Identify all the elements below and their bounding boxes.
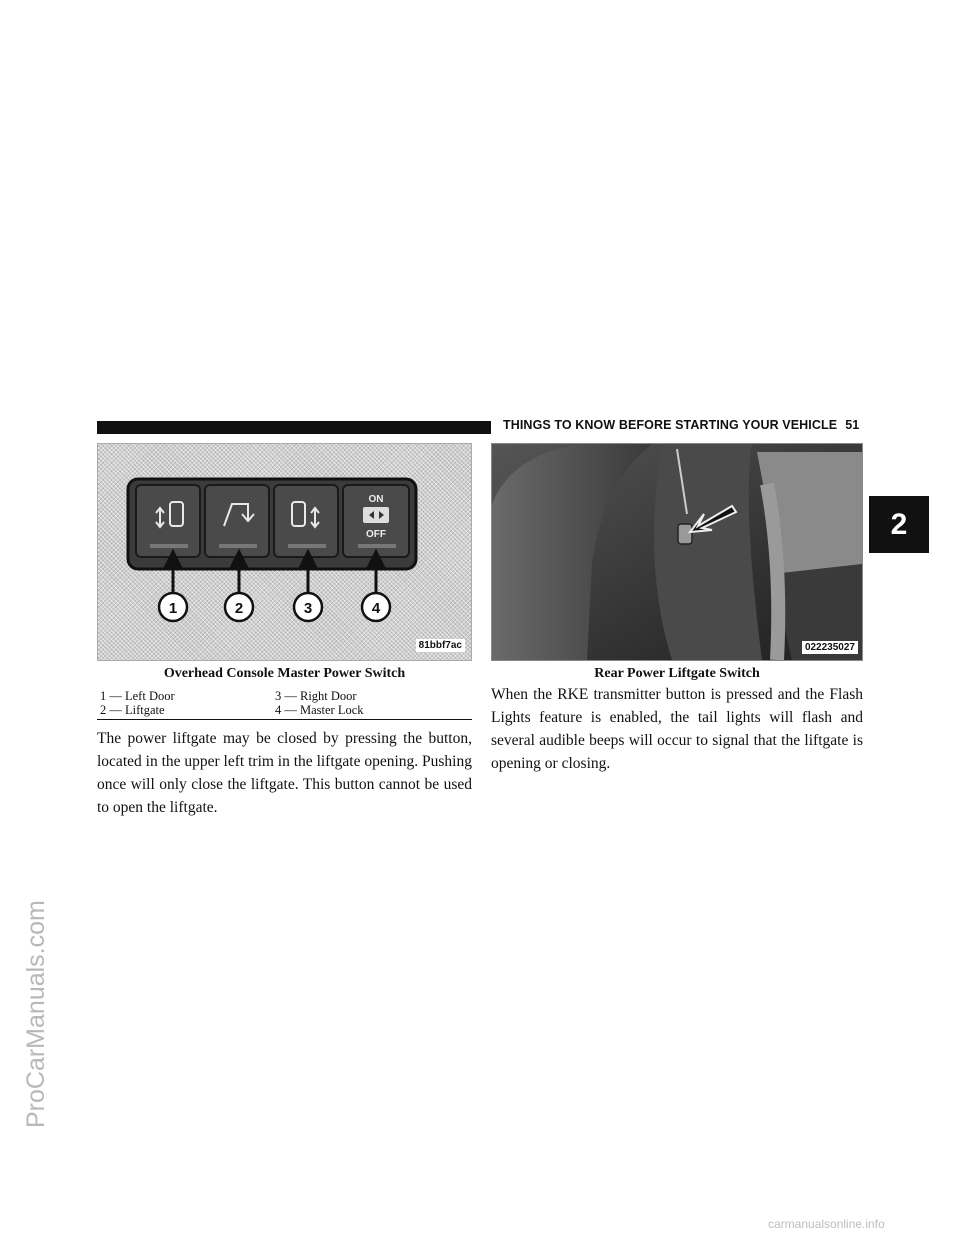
callout-3: 3: [303, 600, 313, 617]
legend-item: 2 — Liftgate: [100, 703, 165, 717]
liftgate-switch: [678, 524, 692, 544]
switch-off-label: OFF: [366, 529, 386, 540]
running-header: [503, 418, 863, 438]
figure-caption: Rear Power Liftgate Switch: [594, 666, 760, 681]
overhead-console-illustration: [98, 444, 471, 660]
liftgate-switch-figure: [491, 443, 863, 661]
body-paragraph-left: The power liftgate may be closed by pressing the button, located in the upper left trim in the liftgate opening. Pushing once will only close the liftgate. This button cannot be used to open the liftgate.: [97, 730, 472, 816]
header-title: THINGS TO KNOW BEFORE STARTING YOUR VEHICLE: [503, 418, 838, 432]
button-indicator: [150, 544, 188, 548]
page-number: 51: [845, 418, 860, 432]
callout-1: 1: [168, 600, 178, 617]
button-indicator: [219, 544, 257, 548]
master-lock-icon: [363, 507, 389, 523]
callout-circles: [159, 593, 390, 621]
rear-pillar: [654, 444, 762, 660]
figure-code: 022235027: [802, 641, 858, 654]
cargo-area-illustration: [492, 444, 862, 660]
button-indicator: [358, 544, 396, 548]
callout-2: 2: [234, 600, 244, 617]
overhead-console-figure: [97, 443, 472, 661]
body-paragraph-right: When the RKE transmitter button is pressed and the Flash Lights feature is enabled, the tail lights will flash and several audible beeps will occur to signal that the liftgate is opening or closing.: [491, 686, 863, 772]
legend-item: 4 — Master Lock: [275, 703, 364, 717]
figure-legend: [97, 689, 472, 720]
button-indicator: [288, 544, 326, 548]
figure-caption: Overhead Console Master Power Switch: [163, 666, 406, 681]
callout-4: 4: [371, 600, 381, 617]
chapter-tab[interactable]: 2: [869, 496, 929, 553]
header-rule: [97, 421, 491, 434]
side-watermark: ProCarManuals.com: [22, 900, 50, 1128]
legend-item: 1 — Left Door: [100, 689, 175, 703]
bottom-watermark: carmanualsonline.info: [768, 1217, 885, 1231]
figure-code: 81bbf7ac: [416, 639, 465, 652]
legend-item: 3 — Right Door: [275, 689, 357, 703]
switch-on-label: ON: [368, 494, 384, 505]
